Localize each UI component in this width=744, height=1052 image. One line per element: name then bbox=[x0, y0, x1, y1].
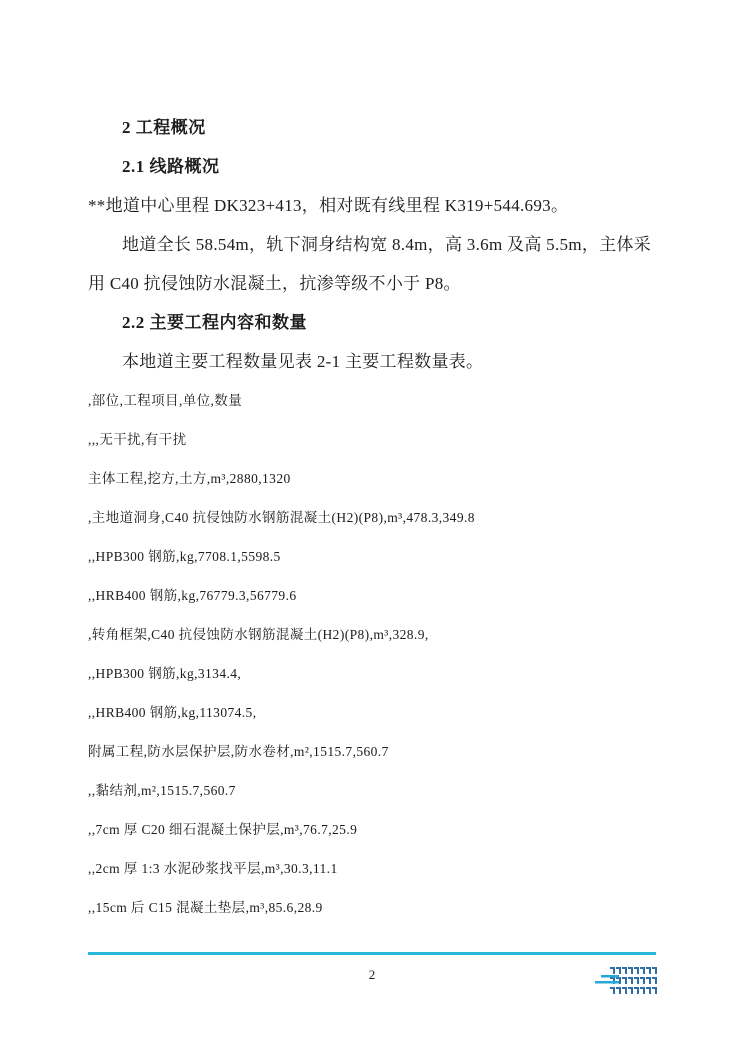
quantity-line: ,,7cm 厚 C20 细石混凝土保护层,m³,76.7,25.9 bbox=[88, 822, 358, 837]
quantity-line: ,转角框架,C40 抗侵蚀防水钢筋混凝土(H2)(P8),m³,328.9, bbox=[88, 627, 429, 642]
section-heading-2-1: 2.1 线路概况 bbox=[122, 157, 220, 176]
quantity-line-subheader: ,,,无干扰,有干扰 bbox=[88, 432, 187, 447]
section-heading-2-2: 2.2 主要工程内容和数量 bbox=[122, 313, 307, 332]
quantity-line-header: ,部位,工程项目,单位,数量 bbox=[88, 393, 243, 408]
brand-grid-logo-icon bbox=[594, 964, 660, 998]
paragraph-table-reference: 本地道主要工程数量见表 2-1 主要工程数量表。 bbox=[122, 352, 484, 371]
quantity-line: 主体工程,挖方,土方,m³,2880,1320 bbox=[88, 471, 291, 486]
quantity-line: ,,黏结剂,m²,1515.7,560.7 bbox=[88, 783, 236, 798]
quantity-line: ,,HPB300 钢筋,kg,3134.4, bbox=[88, 666, 242, 681]
quantity-line: ,,HPB300 钢筋,kg,7708.1,5598.5 bbox=[88, 549, 281, 564]
paragraph-center-mileage: **地道中心里程 DK323+413，相对既有线里程 K319+544.693。 bbox=[88, 196, 569, 215]
quantity-line: 附属工程,防水层保护层,防水卷材,m²,1515.7,560.7 bbox=[88, 744, 389, 759]
quantity-line: ,主地道洞身,C40 抗侵蚀防水钢筋混凝土(H2)(P8),m³,478.3,349.8 bbox=[88, 510, 475, 525]
quantity-line: ,,HRB400 钢筋,kg,113074.5, bbox=[88, 705, 257, 720]
quantity-line: ,,HRB400 钢筋,kg,76779.3,56779.6 bbox=[88, 588, 297, 603]
page-number: 2 bbox=[368, 967, 376, 982]
section-heading-2: 2 工程概况 bbox=[122, 118, 206, 137]
quantity-line: ,,15cm 后 C15 混凝土垫层,m³,85.6,28.9 bbox=[88, 900, 323, 915]
quantity-line: ,,2cm 厚 1:3 水泥砂浆找平层,m³,30.3,11.1 bbox=[88, 861, 338, 876]
paragraph-dimensions: 地道全长 58.54m，轨下洞身结构宽 8.4m，高 3.6m 及高 5.5m，主体采用 C40 抗侵蚀防水混凝土，抗渗等级不小于 P8。 bbox=[88, 235, 652, 293]
footer-divider bbox=[88, 952, 656, 955]
document-body bbox=[88, 108, 656, 927]
